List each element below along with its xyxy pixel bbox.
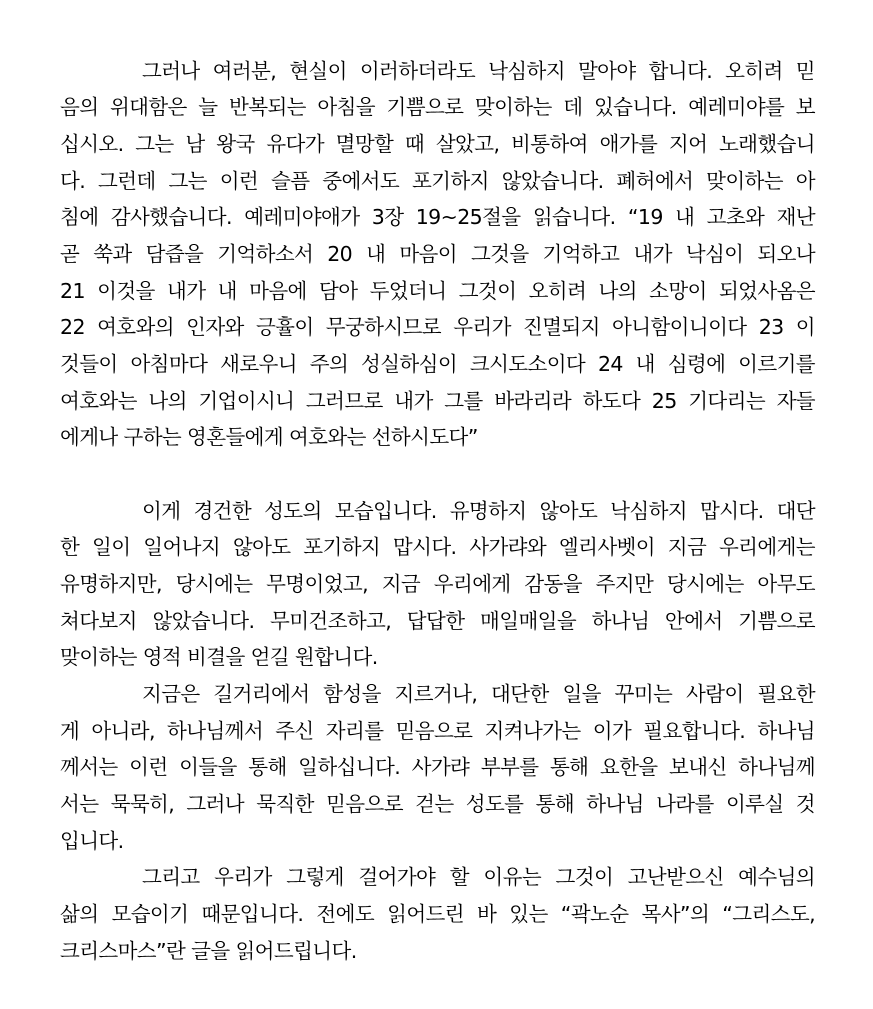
- text-line: 것들이 아침마다 새로우니 주의 성실하심이 크시도소이다 24 내 심령에 이르기를: [60, 352, 815, 376]
- text-line: 한 일이 일어나지 않아도 포기하지 맙시다. 사가랴와 엘리사벳이 지금 우리에게는: [60, 535, 815, 559]
- text-line: 음의 위대함은 늘 반복되는 아침을 기쁨으로 맞이하는 데 있습니다. 예레미야를 보: [60, 95, 815, 119]
- text-line: 께서는 이런 이들을 통해 일하십니다. 사가랴 부부를 통해 요한을 보내신 하나님께: [60, 755, 815, 779]
- text-line: 21 이것을 내가 내 마음에 담아 두었더니 그것이 오히려 나의 소망이 되었사옴은: [60, 279, 815, 303]
- text-line: 십시오. 그는 남 왕국 유다가 멸망할 때 살았고, 비통하여 애가를 지어 노래했습니: [60, 132, 815, 156]
- text-line: 여호와는 나의 기업이시니 그러므로 내가 그를 바라리라 하도다 25 기다리는 자들: [60, 389, 815, 413]
- text-line: 크리스마스”란 글을 읽어드립니다.: [60, 939, 357, 963]
- text-line: 입니다.: [60, 829, 124, 853]
- text-line: 그리고 우리가 그렇게 걸어가야 할 이유는 그것이 고난받으신 예수님의: [142, 865, 815, 889]
- text-line: 그러나 여러분, 현실이 이러하더라도 낙심하지 말아야 합니다. 오히려 믿: [142, 59, 815, 83]
- text-line: 유명하지만, 당시에는 무명이었고, 지금 우리에게 감동을 주지만 당시에는 아무도: [60, 572, 815, 596]
- text-line: 침에 감사했습니다. 예레미야애가 3장 19~25절을 읽습니다. “19 내 고초와 재난: [60, 205, 815, 229]
- text-line: 서는 묵묵히, 그러나 묵직한 믿음으로 걷는 성도를 통해 하나님 나라를 이루실 것: [60, 792, 815, 816]
- text-line: 삶의 모습이기 때문입니다. 전에도 읽어드린 바 있는 “곽노순 목사”의 “그리스도,: [60, 902, 815, 926]
- text-line: 지금은 길거리에서 함성을 지르거나, 대단한 일을 꾸미는 사람이 필요한: [142, 682, 815, 706]
- text-line: 맞이하는 영적 비결을 얻길 원합니다.: [60, 645, 378, 669]
- text-line: 게 아니라, 하나님께서 주신 자리를 믿음으로 지켜나가는 이가 필요합니다. 하나님: [60, 719, 815, 743]
- text-line: 쳐다보지 않았습니다. 무미건조하고, 답답한 매일매일을 하나님 안에서 기쁨으로: [60, 609, 815, 633]
- text-line: 이게 경건한 성도의 모습입니다. 유명하지 않아도 낙심하지 맙시다. 대단: [142, 499, 815, 523]
- text-line: 22 여호와의 인자와 긍휼이 무궁하시므로 우리가 진멸되지 아니함이니이다 23 이: [60, 315, 815, 339]
- text-line: 곧 쑥과 담즙을 기억하소서 20 내 마음이 그것을 기억하고 내가 낙심이 되오나: [60, 242, 815, 266]
- text-line: 에게나 구하는 영혼들에게 여호와는 선하시도다”: [60, 425, 478, 449]
- text-line: 다. 그런데 그는 이런 슬픔 중에서도 포기하지 않았습니다. 폐허에서 맞이하는 아: [60, 169, 815, 193]
